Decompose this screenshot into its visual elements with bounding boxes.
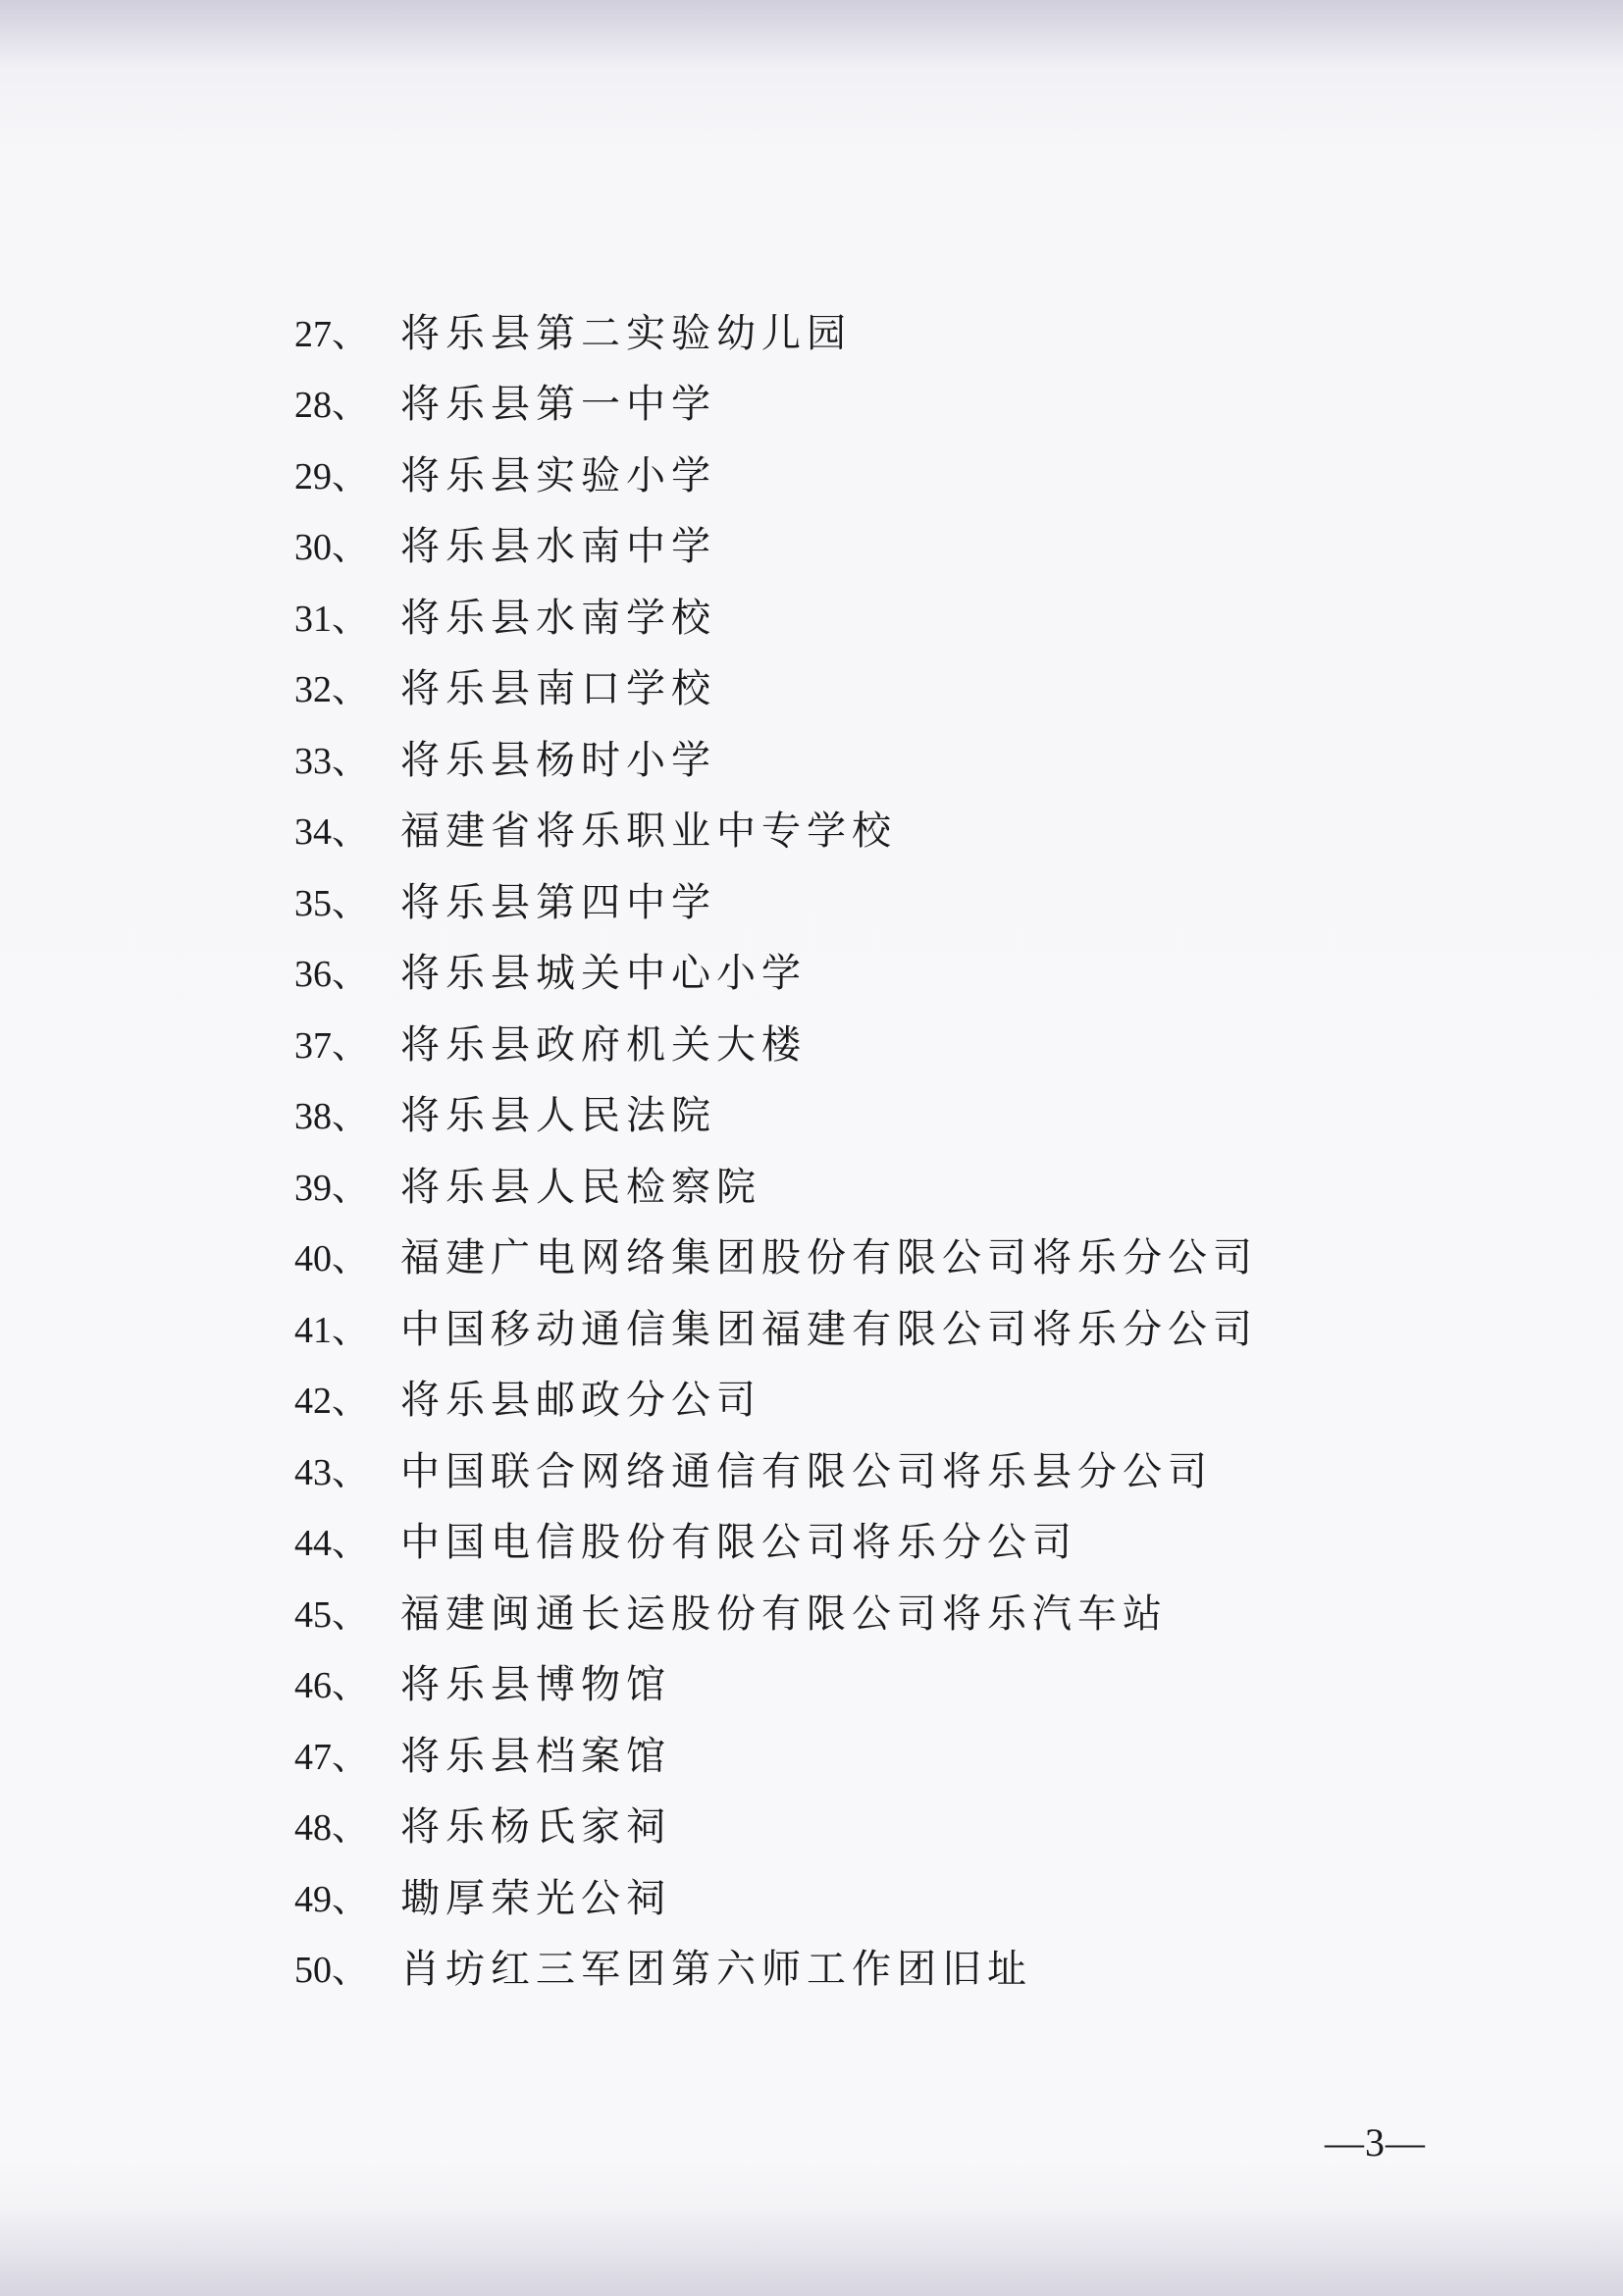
list-item-number: 27、 [294, 313, 370, 355]
list-item-number: 42、 [294, 1381, 370, 1423]
list-item-text: 将乐县人民法院 [400, 1093, 716, 1139]
list-item-text: 将乐县档案馆 [400, 1733, 671, 1779]
list-item [294, 1220, 1258, 1291]
list-item-text: 福建广电网络集团股份有限公司将乐分公司 [400, 1235, 1258, 1281]
list-item-number: 29、 [294, 455, 370, 497]
list-item [294, 1077, 1258, 1149]
list-item [294, 579, 1258, 651]
list-item-number: 49、 [294, 1878, 370, 1920]
list-item [294, 437, 1258, 508]
list-item [294, 935, 1258, 1007]
list-item-number: 30、 [294, 527, 370, 569]
list-item-text: 将乐县水南学校 [400, 595, 716, 641]
list-item [294, 793, 1258, 864]
list-item [294, 366, 1258, 438]
list-item-text: 福建省将乐职业中专学校 [400, 809, 897, 855]
unit-list [294, 294, 1258, 2002]
list-item-text: 将乐杨氏家祠 [400, 1804, 671, 1851]
list-item [294, 1433, 1258, 1504]
list-item [294, 1148, 1258, 1220]
list-item-number: 40、 [294, 1238, 370, 1280]
scan-shadow-bottom [0, 2208, 1623, 2296]
list-item [294, 294, 1258, 366]
list-item [294, 1789, 1258, 1860]
list-item-number: 31、 [294, 598, 370, 640]
list-item-text: 中国联合网络通信有限公司将乐县分公司 [400, 1448, 1213, 1494]
list-item-text: 中国电信股份有限公司将乐分公司 [400, 1520, 1077, 1566]
list-item [294, 651, 1258, 722]
list-item-number: 33、 [294, 740, 370, 782]
list-item-number: 38、 [294, 1096, 370, 1138]
list-item [294, 1717, 1258, 1789]
list-item-text: 将乐县人民检察院 [400, 1164, 761, 1210]
list-item-text: 将乐县杨时小学 [400, 737, 716, 783]
list-item-text: 将乐县实验小学 [400, 452, 716, 498]
list-item [294, 1006, 1258, 1077]
list-item-text: 将乐县水南中学 [400, 524, 716, 570]
page-number: —3— [1325, 2120, 1426, 2165]
list-item [294, 508, 1258, 580]
list-item [294, 1859, 1258, 1931]
list-item-number: 44、 [294, 1523, 370, 1565]
list-item-text: 将乐县第二实验幼儿园 [400, 310, 852, 356]
list-item [294, 1504, 1258, 1576]
list-item-text: 将乐县邮政分公司 [400, 1378, 761, 1424]
list-item-text: 将乐县博物馆 [400, 1662, 671, 1708]
list-item-number: 43、 [294, 1451, 370, 1493]
list-item-number: 32、 [294, 669, 370, 711]
list-item-number: 34、 [294, 811, 370, 854]
list-item-text: 将乐县第四中学 [400, 879, 716, 925]
list-item [294, 721, 1258, 793]
list-item-number: 45、 [294, 1593, 370, 1636]
list-item-number: 41、 [294, 1309, 370, 1351]
list-item-text: 将乐县城关中心小学 [400, 951, 807, 997]
list-item [294, 1575, 1258, 1646]
list-item-text: 中国移动通信集团福建有限公司将乐分公司 [400, 1306, 1258, 1352]
list-item-number: 46、 [294, 1665, 370, 1707]
list-item-text: 将乐县政府机关大楼 [400, 1021, 807, 1068]
list-item [294, 1290, 1258, 1362]
scan-shadow-top [0, 0, 1623, 69]
list-item-text: 墈厚荣光公祠 [400, 1875, 671, 1921]
list-item [294, 1362, 1258, 1434]
list-item-number: 50、 [294, 1950, 370, 1992]
list-item-text: 福建闽通长运股份有限公司将乐汽车站 [400, 1591, 1168, 1637]
list-item-number: 47、 [294, 1736, 370, 1778]
list-item-number: 28、 [294, 385, 370, 427]
list-item [294, 1646, 1258, 1718]
list-item-number: 35、 [294, 882, 370, 924]
list-item [294, 1931, 1258, 2003]
list-item-number: 36、 [294, 954, 370, 996]
list-item-text: 肖坊红三军团第六师工作团旧址 [400, 1947, 1032, 1993]
list-item-number: 48、 [294, 1807, 370, 1850]
list-item-text: 将乐县南口学校 [400, 666, 716, 712]
list-item-text: 将乐县第一中学 [400, 382, 716, 428]
list-item [294, 863, 1258, 935]
list-item-number: 39、 [294, 1167, 370, 1209]
list-item-number: 37、 [294, 1024, 370, 1067]
